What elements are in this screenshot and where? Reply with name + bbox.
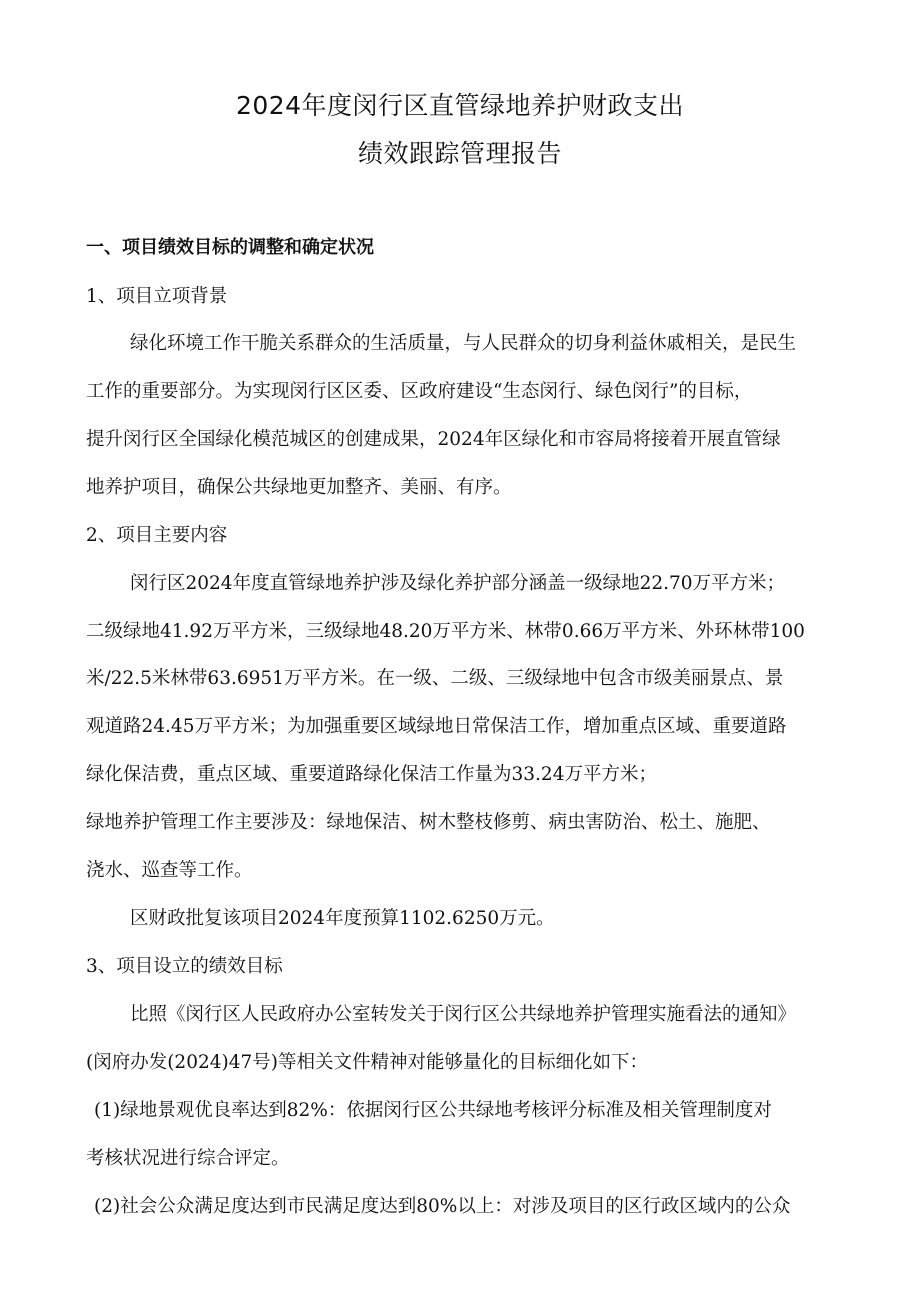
sub2-para-line: 观道路24.45万平方米；为加强重要区域绿地日常保洁工作，增加重点区域、重要道路	[86, 716, 787, 737]
sub2-para2-line: 绿地养护管理工作主要涉及：绿地保洁、树木整枝修剪、病虫害防治、松土、施肥、	[86, 812, 771, 833]
sub1-para-line: 绿化环境工作干脆关系群众的生活质量，与人民群众的切身利益休戚相关，是民生	[130, 333, 797, 354]
document-title-line1: 2024年度闵行区直管绿地养护财政支出	[235, 91, 685, 120]
item2-line: (2)社会公众满足度达到市民满足度达到80%以上：对涉及项目的区行政区域内的公众	[94, 1196, 791, 1217]
sub2-para-line: 闵行区2024年度直管绿地养护涉及绿化养护部分涵盖一级绿地22.70万平方米；	[130, 573, 786, 594]
sub2-para-line: 绿化保洁费，重点区域、重要道路绿化保洁工作量为33.24万平方米；	[86, 764, 657, 785]
sub2-budget: 区财政批复该项目2024年度预算1102.6250万元。	[130, 908, 555, 929]
item1-line: (1)绿地景观优良率达到82%：依据闵行区公共绿地考核评分标准及相关管理制度对	[94, 1100, 772, 1121]
sub3-para-line: (闵府办发(2024)47号)等相关文件精神对能够量化的目标细化如下：	[86, 1052, 648, 1073]
document-title-line2: 绩效跟踪管理报告	[357, 139, 562, 168]
sub2-para2-line: 浇水、巡查等工作。	[86, 860, 253, 881]
section1-heading: 一、项目绩效目标的调整和确定状况	[86, 237, 374, 258]
sub1-para-line: 工作的重要部分。为实现闵行区区委、区政府建设“生态闵行、绿色闵行”的目标，	[86, 381, 753, 402]
sub1-para-line: 提升闵行区全国绿化模范城区的创建成果，2024年区绿化和市容局将接着开展直管绿	[86, 429, 781, 450]
sub2-para-line: 二级绿地41.92万平方米，三级绿地48.20万平方米、林带0.66万平方米、外环林带100	[86, 621, 805, 642]
sub3-para-line: 比照《闵行区人民政府办公室转发关于闵行区公共绿地养护管理实施看法的通知》	[130, 1004, 797, 1025]
sub2-heading: 2、项目主要内容	[86, 525, 228, 546]
sub1-heading: 1、项目立项背景	[86, 286, 228, 307]
sub3-heading: 3、项目设立的绩效目标	[86, 956, 283, 977]
sub2-para-line: 米/22.5米林带63.6951万平方米。在一级、二级、三级绿地中包含市级美丽景点、景	[86, 668, 784, 689]
sub1-para-line: 地养护项目，确保公共绿地更加整齐、美丽、有序。	[86, 477, 512, 498]
item1-line: 考核状况进行综合评定。	[86, 1148, 290, 1169]
